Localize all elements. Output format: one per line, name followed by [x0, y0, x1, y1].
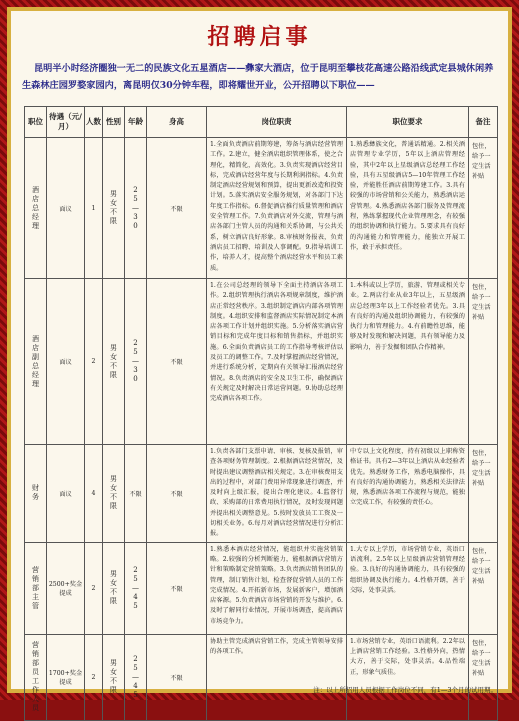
remarks-cell: 包住，给予一定生活补贴: [469, 279, 498, 445]
age-cell: 25—45: [132, 654, 139, 699]
requirements-cell: 1.本科或以上学历，旅游、管理或相关专业。2.两店行业从业3年以上，五星级酒店总经理3年以上工作经验者优先。3.具有良好的沟通及组织协调能力，有较强的执行力和管理能力。4.有前瞻性思维，能够及时发现和解决问题，具有领导能力及影响力，善于发掘和团队合作精神。: [347, 279, 469, 445]
age-cell: 不限: [125, 445, 147, 543]
salary-cell: 面议: [47, 279, 85, 445]
gender-cell: 男女不限: [110, 343, 117, 379]
header-requirements: 职位要求: [347, 107, 469, 138]
page-title: 招聘启事: [207, 24, 312, 50]
header-remarks: 备注: [469, 107, 498, 138]
salary-cell: 2500+奖金提成: [47, 542, 85, 634]
count-cell: 2: [85, 279, 103, 445]
height-cell: 不限: [147, 138, 207, 279]
count-cell: 1: [85, 138, 103, 279]
header-height: 身高: [147, 107, 207, 138]
table-row: [25, 634, 498, 720]
requirements-cell: 1.大专以上学历，市场营销专业，英语口语流利。2.5年以上星级酒店营销管理经验。3.良好的沟通协调能力，具有较强的组织协调及执行能力。4.性格开朗，善于交际，处事灵活。: [347, 542, 469, 634]
gender-cell: 男女不限: [110, 659, 117, 695]
footnote: 注：以上所招用人员根据工作岗位不同，有1—3个月的试用期。: [313, 686, 497, 694]
table-row: [25, 138, 498, 279]
remarks-cell: 包住，给予一定生活补贴: [469, 634, 498, 720]
salary-cell: 面议: [47, 138, 85, 279]
header-duties: 岗位职责: [207, 107, 347, 138]
position-cell: 酒店副总经理: [32, 334, 39, 388]
header-salary: 待遇（元/月）: [47, 107, 85, 138]
count-cell: 2: [85, 634, 103, 720]
requirements-cell: 1.熟悉彝族文化，普通话精通。2.相关酒店管理专业学历，5年以上酒店管理经验，其中2年以上星级酒店总经理工作经验，具有五星级酒店5—10年管理工作经验，并能胜任酒店前期筹建工作。3.具有较强的市场营销和公关能力，熟悉酒店运营管理。4.熟悉酒店各部门服务及管理流程，熟练掌握现代企业管理理念，有较强的组织协调和执行能力。5.要求具有良好的沟通能力和管理能力，能独立开展工作，敢于承担责任。: [347, 138, 469, 279]
duties-cell: 1.熟悉本酒店经营情况，能组织并实施营销策略。2.较强的分析判断能力，能根据酒店营销方针和策略制定营销策略。3.负责酒店销售团队的管理，制订销售计划，检查督促营销人员的工作完成情况。4.开拓新市场，发展新客户，增加酒店客源。5.负责酒店市场营销的开发与维护。6.及时了解同行业情况，开展市场调查，提高酒店市场竞争力。: [207, 542, 347, 634]
duties-cell: 协助主管完成酒店营销工作，完成主管领导安排的各项工作。: [207, 634, 347, 720]
salary-cell: 1700+奖金提成: [47, 634, 85, 720]
header-gender: 性别: [103, 107, 125, 138]
gender-cell: 男女不限: [110, 570, 117, 606]
gender-cell: 男女不限: [110, 475, 117, 511]
header-age: 年龄: [125, 107, 147, 138]
position-cell: 营销部主管: [32, 565, 39, 610]
height-cell: 不限: [147, 279, 207, 445]
table-row: [25, 279, 498, 445]
age-cell: 25—30: [132, 339, 139, 383]
remarks-cell: 包住，给予一定生活补贴: [469, 445, 498, 543]
count-cell: 4: [85, 445, 103, 543]
height-cell: 不限: [147, 542, 207, 634]
count-cell: 2: [85, 542, 103, 634]
header-position: 职位: [25, 107, 47, 138]
requirements-cell: 中专以上文化程度，持有初级以上职称资格证书。具有2—3年以上酒店从业经验者优先。熟悉财务工作，熟悉电脑操作，具有良好的沟通协调能力，熟悉相关法律法规，熟悉酒店各项工作流程与规范，能独立完成工作，有较强的责任心。: [347, 445, 469, 543]
duties-cell: 1.全面负责酒店前期筹建，筹备与酒店经营管理工作。2.建立，健全酒店组织管理体系，使之合理化，精简化，高效化。3.负责实现酒店经营目标，完成酒店经营年度与长期利润指标。4.负责制定酒店经营规划和预算，提出更新改造和投资计划。5.落实酒店安全服务规划，对各部门下达年度工作指标。6.督促酒店推行质量管理和酒店安全管理工作。7.负责酒店对外交流，管理与酒店各部门主管人员的沟通和关系协调，与公共关系，树立酒店良好形象。8.审核财务报表，负责酒店员工招聘、培训及人事调配。9.指导培训工作，培养人才，提高整个酒店经营水平和员工素质。: [207, 138, 347, 279]
table-row: [25, 445, 498, 543]
table-header-row: [25, 107, 498, 138]
duties-cell: 1.在公司总经理的领导下全面主持酒店各项工作。2.组织管理执行酒店各项规章制度，维护酒店正常经营秩序。3.组织制定酒店内部各项管理制度。4.组织安排和监督酒店实际情况制定本酒店各项工作计划并组织实施。5.分析落实酒店营销目标和完成年度目标和销售指标，并组织实施。6.全面负责酒店员工的工作指导考核评估以及员工的调整工作。7.及时掌握酒店经营情况，并进行系统分析，定期向有关领导汇报酒店经营情况。8.负责酒店的安全及卫生工作，确保酒店有关规定及时解决日常运营问题。9.协助总经理完成酒店各项工作。: [207, 279, 347, 445]
position-cell: 财务: [32, 484, 39, 502]
requirements-cell: 1.市场营销专业，英语口语流利。2.2年以上酒店营销工作经验。3.性格外向，热情大方，善于交际，处事灵活。4.品性端正，形象气质佳。: [347, 634, 469, 720]
job-table: [24, 106, 498, 721]
gender-cell: 男女不限: [110, 190, 117, 225]
height-cell: 不限: [147, 445, 207, 543]
header-count: 人数: [85, 107, 103, 138]
intro-text: 昆明半小时经济圈独一无二的民族文化五星酒店——彝家大酒店，位于昆明至攀枝花高速公路沿线武定县城休闲养生森林庄园罗婺家园内，离昆明仅30分钟车程，即将耀世开业，公开招聘以下职位——: [22, 63, 494, 91]
salary-cell: 面议: [47, 445, 85, 543]
remarks-cell: 包住，给予一定生活补贴: [469, 138, 498, 279]
age-cell: 25—45: [132, 565, 139, 610]
position-cell: 酒店总经理: [32, 185, 39, 230]
duties-cell: 1.负责各部门支票申请、审核、复核及报销，审查各项财务管理制度。2.根据酒店经营情况，及时提出建议调整酒店相关规定。3.在审核费用支出的过程中，对部门费用异常现象进行调查，并及时向上级汇报，提出合理化建议。4.监督行政、采购部的日常费用执行情况，及时发现问题并提出相关调整意见。5.按时发放员工工资及一切相关业务。6.每月对酒店经营情况进行分析汇报。: [207, 445, 347, 543]
height-cell: 不限: [147, 634, 207, 720]
position-cell: 营销部员工作人员: [32, 641, 39, 713]
remarks-cell: 包住，给予一定生活补贴: [469, 542, 498, 634]
age-cell: 25—30: [132, 185, 139, 230]
table-row: [25, 542, 498, 634]
